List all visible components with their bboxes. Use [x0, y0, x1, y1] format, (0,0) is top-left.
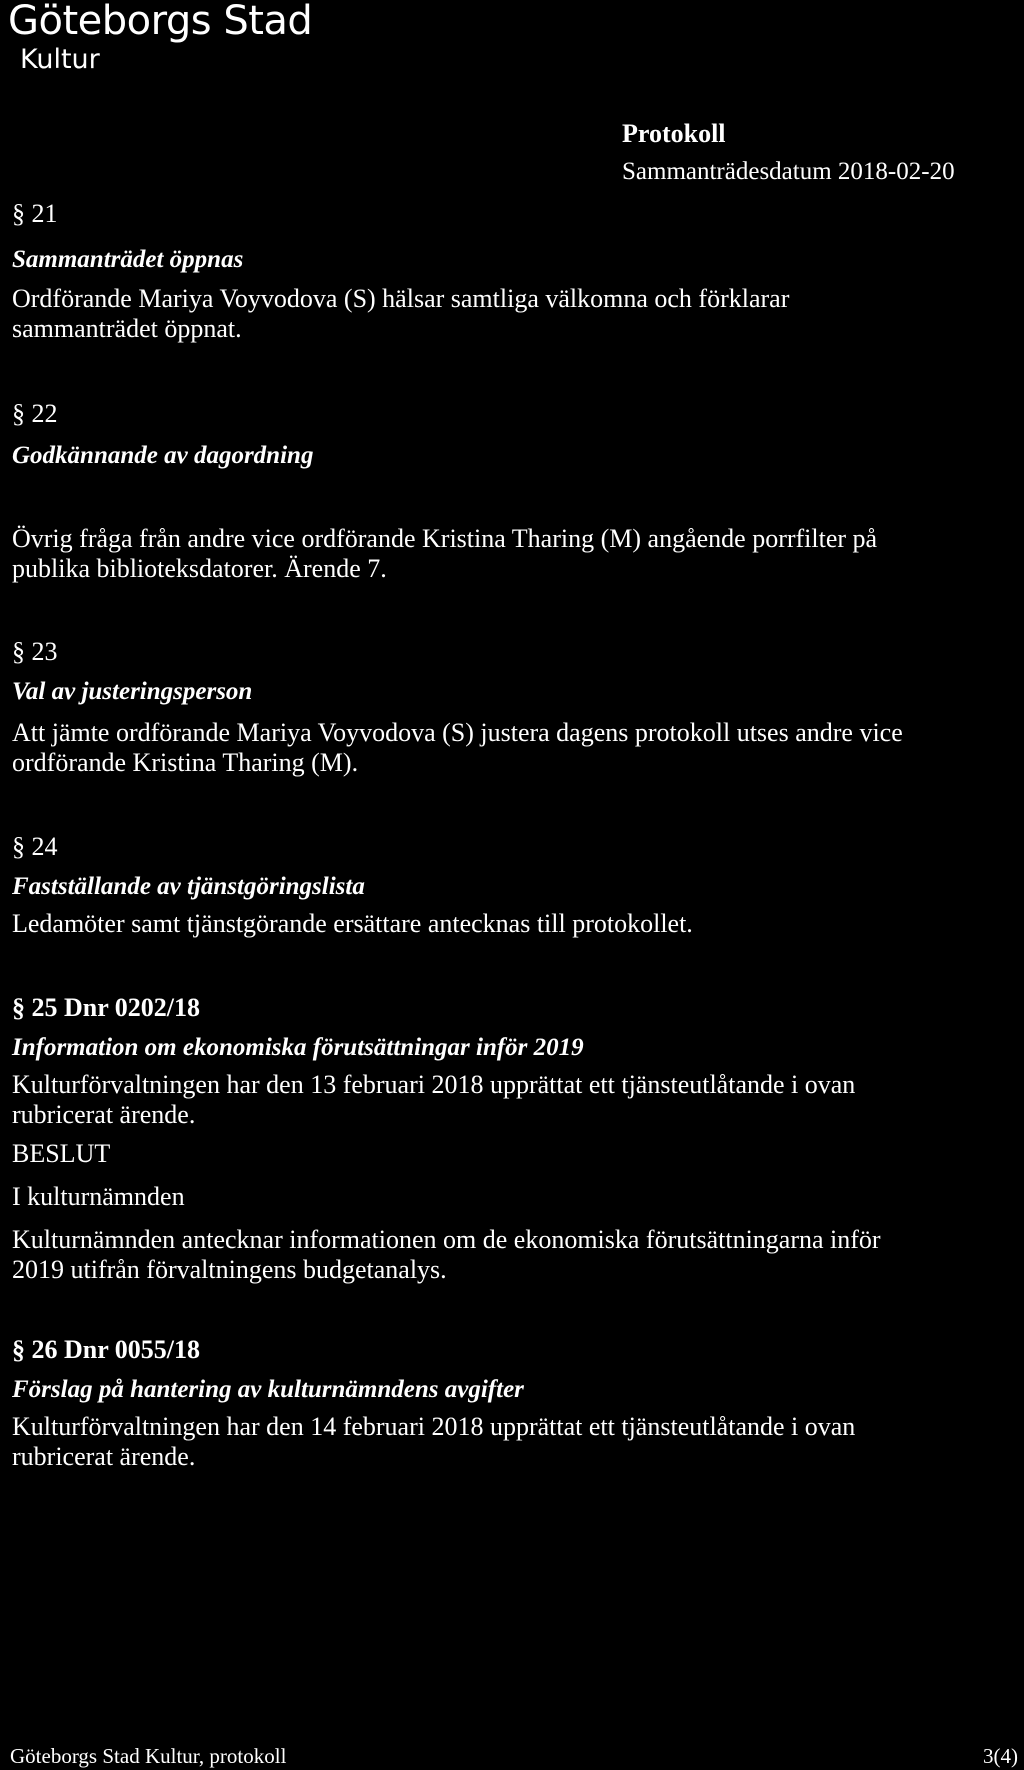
footer-document-name: Göteborgs Stad Kultur, protokoll [10, 1744, 287, 1768]
footer-page-number: 3(4) [983, 1744, 1018, 1768]
section-24-text-line-1: Ledamöter samt tjänstgörande ersättare antecknas till protokollet. [12, 909, 693, 938]
section-22-number: § 22 [12, 399, 58, 428]
organization-logo-text: Göteborgs Stad [8, 0, 313, 44]
section-26-title: Förslag på hantering av kulturnämndens avgifter [12, 1376, 524, 1403]
section-25-text-line-2: rubricerat ärende. [12, 1100, 196, 1129]
section-22-text-line-2: publika biblioteksdatorer. Ärende 7. [12, 554, 387, 583]
section-21-text-line-2: sammanträdet öppnat. [12, 314, 242, 343]
section-25-number: § 25 Dnr 0202/18 [12, 993, 201, 1022]
section-24-number: § 24 [12, 832, 58, 861]
section-25-title: Information om ekonomiska förutsättningar inför 2019 [12, 1034, 584, 1061]
section-26-number: § 26 Dnr 0055/18 [12, 1335, 201, 1364]
section-25-decision-line-2: 2019 utifrån förvaltningens budgetanalys. [12, 1255, 447, 1284]
section-21-title: Sammanträdet öppnas [12, 246, 244, 273]
section-23-title: Val av justeringsperson [12, 678, 253, 705]
section-23-number: § 23 [12, 637, 58, 666]
meeting-date: Sammanträdesdatum 2018-02-20 [622, 158, 955, 185]
section-25-decision-body: I kulturnämnden [12, 1182, 185, 1211]
document-type: Protokoll [622, 119, 726, 148]
section-25-text-line-1: Kulturförvaltningen har den 13 februari 2018 upprättat ett tjänsteutlåtande i ovan [12, 1070, 856, 1099]
section-23-text-line-1: Att jämte ordförande Mariya Voyvodova (S) justera dagens protokoll utses andre vice [12, 718, 903, 747]
section-21-number: § 21 [12, 199, 58, 228]
section-25-decision-line-1: Kulturnämnden antecknar informationen om de ekonomiska förutsättningarna inför [12, 1225, 881, 1254]
section-25-decision-heading: BESLUT [12, 1139, 111, 1168]
section-22-text-line-1: Övrig fråga från andre vice ordförande Kristina Tharing (M) angående porrfilter på [12, 524, 878, 553]
section-23-text-line-2: ordförande Kristina Tharing (M). [12, 748, 359, 777]
section-26-text-line-2: rubricerat ärende. [12, 1442, 196, 1471]
department-name: Kultur [20, 44, 100, 75]
section-24-title: Fastställande av tjänstgöringslista [12, 873, 365, 900]
section-26-text-line-1: Kulturförvaltningen har den 14 februari 2018 upprättat ett tjänsteutlåtande i ovan [12, 1412, 856, 1441]
section-22-title: Godkännande av dagordning [12, 442, 314, 469]
section-21-text-line-1: Ordförande Mariya Voyvodova (S) hälsar samtliga välkomna och förklarar [12, 284, 790, 313]
